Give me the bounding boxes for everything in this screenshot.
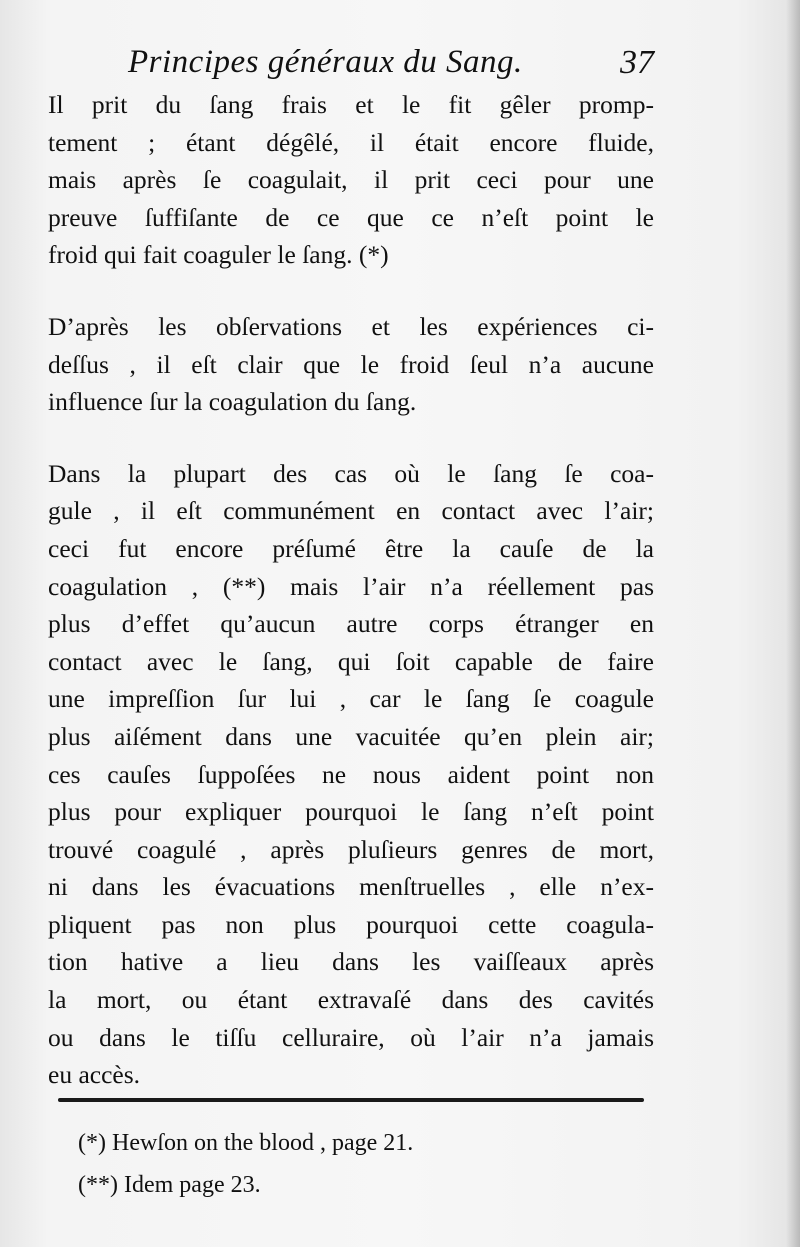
text-line: contact avec le ſang, qui ſoit capable de faire	[48, 646, 654, 676]
text-line: influence ſur la coagulation du ſang.	[48, 387, 417, 417]
paragraph-gap	[48, 274, 654, 308]
running-title: Principes généraux du Sang.	[128, 44, 523, 80]
footnote-separator-rule	[58, 1098, 644, 1102]
text-line: preuve ſuffiſante de ce que ce n’eſt point le	[48, 202, 654, 232]
text-line: ces cauſes ſuppoſées ne nous aident point non	[48, 759, 654, 789]
text-line: D’après les obſervations et les expériences ci-	[48, 311, 654, 341]
text-line: eu accès.	[48, 1060, 141, 1090]
page-number: 37	[620, 44, 654, 81]
paragraph-gap	[48, 421, 654, 455]
text-line: plus pour expliquer pourquoi le ſang n’eſt point	[48, 797, 654, 827]
paragraph	[48, 86, 654, 274]
text-line: une impreſſion ſur lui , car le ſang ſe coagule	[48, 684, 654, 714]
text-line: plus aiſément dans une vacuitée qu’en plein air;	[48, 721, 654, 751]
text-line: ou dans le tiſſu celluraire, où l’air n’a jamais	[48, 1022, 654, 1052]
text-line: pliquent pas non plus pourquoi cette coagula-	[48, 909, 654, 939]
text-line: tion hative a lieu dans les vaiſſeaux après	[48, 947, 654, 977]
text-line: trouvé coagulé , après pluſieurs genres de mort,	[48, 834, 654, 864]
paragraph	[48, 308, 654, 421]
paragraph	[48, 455, 654, 1094]
text-line: Il prit du ſang frais et le fit gêler promp-	[48, 90, 654, 119]
page-header	[128, 40, 658, 90]
text-line: plus d’effet qu’aucun autre corps étranger en	[48, 609, 654, 639]
page-edge-shadow	[786, 0, 800, 1247]
text-line: tement ; étant dégêlé, il était encore fluide,	[48, 127, 654, 157]
footnote: (*) Hewſon on the blood , page 21.	[78, 1130, 414, 1156]
text-line: deſſus , il eſt clair que le froid ſeul n’a aucune	[48, 349, 654, 379]
text-line: la mort, ou étant extravaſé dans des cavités	[48, 985, 654, 1015]
footnotes	[78, 1122, 598, 1206]
footnote: (**) Idem page 23.	[78, 1172, 261, 1198]
text-line: froid qui fait coaguler le ſang. (*)	[48, 240, 389, 270]
text-line: Dans la plupart des cas où le ſang ſe coa-	[48, 458, 654, 488]
text-line: coagulation , (**) mais l’air n’a réellement pas	[48, 571, 654, 601]
text-line: ni dans les évacuations menſtruelles , elle n’ex-	[48, 872, 654, 902]
main-text	[48, 86, 654, 1094]
text-line: ceci fut encore préſumé être la cauſe de la	[48, 533, 654, 563]
text-line: gule , il eſt communément en contact avec l’air;	[48, 496, 654, 526]
text-line: mais après ſe coagulait, il prit ceci pour une	[48, 165, 654, 195]
